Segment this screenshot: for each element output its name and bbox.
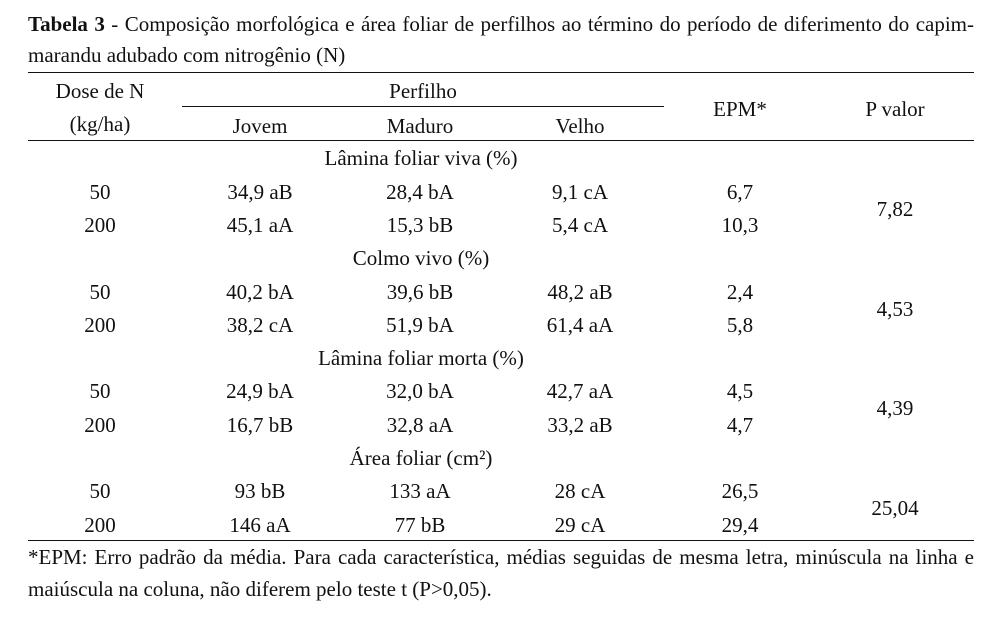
header-dose-line1: Dose de N xyxy=(55,79,145,103)
perfilho-rule xyxy=(182,106,664,107)
cell-jovem: 16,7 bB xyxy=(226,413,294,437)
cell-epm: 26,5 xyxy=(721,479,759,503)
cell-maduro: 28,4 bA xyxy=(386,180,454,204)
cell-pvalor: 25,04 xyxy=(871,496,919,520)
header-maduro: Maduro xyxy=(386,114,454,138)
cell-epm: 4,5 xyxy=(726,379,754,403)
cell-jovem: 24,9 bA xyxy=(226,379,294,403)
cell-jovem: 34,9 aB xyxy=(227,180,293,204)
cell-jovem: 146 aA xyxy=(229,513,291,537)
section-title: Lâmina foliar morta (%) xyxy=(318,346,524,370)
cell-maduro: 77 bB xyxy=(394,513,446,537)
cell-dose: 50 xyxy=(89,280,111,304)
cell-dose: 50 xyxy=(89,479,111,503)
cell-velho: 28 cA xyxy=(554,479,606,503)
cell-epm: 6,7 xyxy=(726,180,754,204)
section-title: Área foliar (cm²) xyxy=(349,446,493,470)
cell-dose: 50 xyxy=(89,180,111,204)
cell-pvalor: 7,82 xyxy=(876,197,914,221)
cell-pvalor: 4,39 xyxy=(876,396,914,420)
section-title: Colmo vivo (%) xyxy=(352,246,490,270)
cell-maduro: 133 aA xyxy=(389,479,451,503)
cell-dose: 200 xyxy=(84,313,116,337)
cell-epm: 10,3 xyxy=(721,213,759,237)
header-jovem: Jovem xyxy=(232,114,288,138)
cell-velho: 5,4 cA xyxy=(552,213,608,237)
cell-maduro: 51,9 bA xyxy=(386,313,454,337)
cell-velho: 9,1 cA xyxy=(552,180,608,204)
cell-jovem: 38,2 cA xyxy=(226,313,294,337)
top-rule xyxy=(28,72,974,73)
caption-text: - Composição morfológica e área foliar de perfilhos ao término do período de diferimento do capim-marandu adubado com nitrogênio (N) xyxy=(28,12,974,67)
cell-dose: 200 xyxy=(84,413,116,437)
cell-jovem: 93 bB xyxy=(234,479,286,503)
cell-dose: 200 xyxy=(84,213,116,237)
cell-dose: 200 xyxy=(84,513,116,537)
header-rule xyxy=(28,140,974,141)
header-pvalor: P valor xyxy=(865,97,925,121)
cell-epm: 29,4 xyxy=(721,513,759,537)
cell-epm: 2,4 xyxy=(726,280,754,304)
cell-epm: 5,8 xyxy=(726,313,754,337)
cell-maduro: 15,3 bB xyxy=(386,213,454,237)
cell-jovem: 45,1 aA xyxy=(226,213,294,237)
cell-velho: 42,7 aA xyxy=(546,379,614,403)
header-epm: EPM* xyxy=(713,97,767,121)
cell-velho: 29 cA xyxy=(554,513,606,537)
table-label: Tabela 3 xyxy=(28,12,105,36)
cell-velho: 48,2 aB xyxy=(547,280,613,304)
header-velho: Velho xyxy=(555,114,605,138)
cell-pvalor: 4,53 xyxy=(876,297,914,321)
cell-maduro: 39,6 bB xyxy=(386,280,454,304)
cell-jovem: 40,2 bA xyxy=(226,280,294,304)
header-dose-line2: (kg/ha) xyxy=(69,112,131,136)
table-caption xyxy=(28,9,974,71)
section-title: Lâmina foliar viva (%) xyxy=(324,146,518,170)
cell-dose: 50 xyxy=(89,379,111,403)
header-perfilho: Perfilho xyxy=(389,79,457,103)
cell-epm: 4,7 xyxy=(726,413,754,437)
cell-maduro: 32,8 aA xyxy=(386,413,454,437)
cell-maduro: 32,0 bA xyxy=(386,379,454,403)
table-footnote: *EPM: Erro padrão da média. Para cada característica, médias seguidas de mesma letra, minúscula na linha e maiúscula na coluna, não diferem pelo teste t (P>0,05). xyxy=(28,545,974,601)
cell-velho: 61,4 aA xyxy=(546,313,614,337)
cell-velho: 33,2 aB xyxy=(547,413,613,437)
